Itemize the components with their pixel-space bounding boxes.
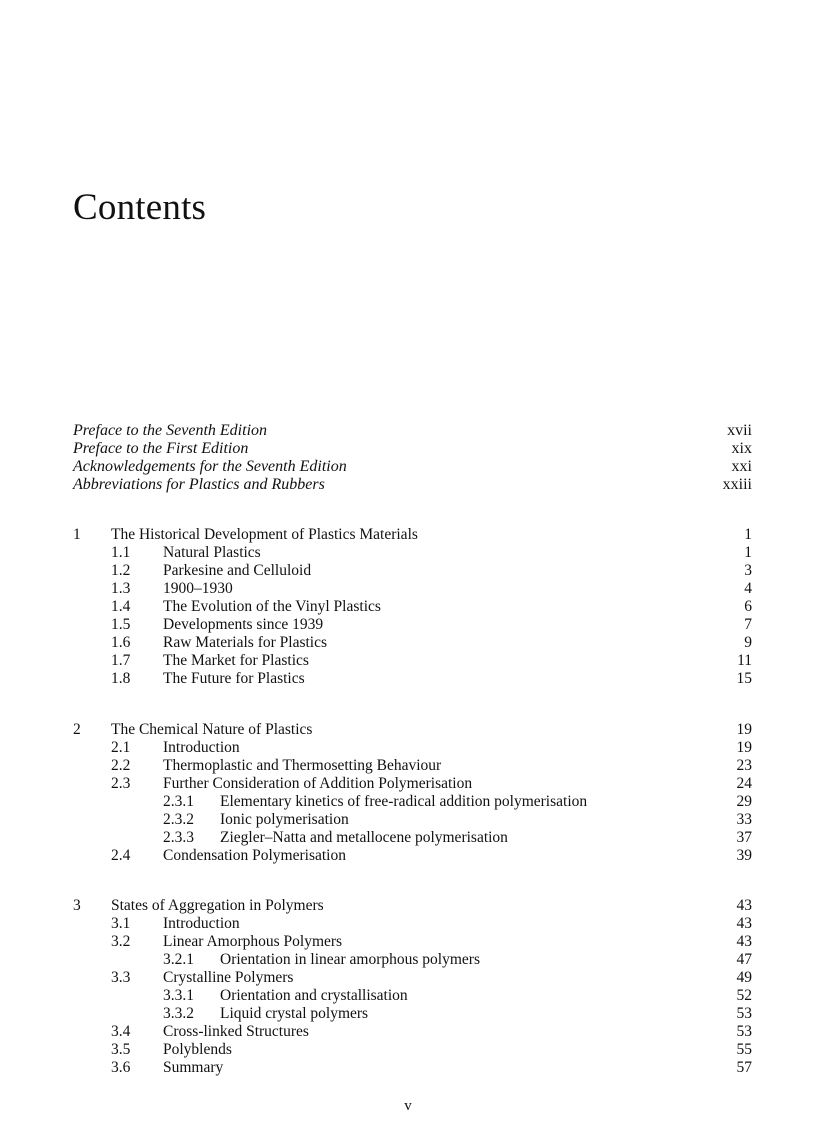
page-folio: v [404,1098,412,1114]
chapter-heading[interactable] [73,526,752,544]
section-page: 4 [744,580,752,597]
entry-title: Preface to the Seventh Edition [73,422,268,439]
section-number: 3.1 [111,915,131,932]
chapter-2 [73,721,752,865]
section-title: The Future for Plastics [163,670,305,687]
section-page: 19 [736,739,752,756]
subsection-entry[interactable] [73,951,752,969]
section-entry[interactable] [73,544,752,562]
toc-entry[interactable] [73,458,752,476]
subsection-page: 53 [736,1005,752,1022]
chapter-page: 1 [744,526,752,543]
section-page: 49 [736,969,752,986]
subsection-number: 2.3.2 [163,811,194,828]
chapter-number: 3 [73,897,81,914]
entry-title: Preface to the First Edition [73,440,249,457]
section-title: Raw Materials for Plastics [163,634,328,651]
subsection-page: 47 [736,951,752,968]
section-entry[interactable] [73,775,752,793]
section-entry[interactable] [73,670,752,688]
subsection-title: Liquid crystal polymers [220,1005,369,1022]
section-entry[interactable] [73,1023,752,1041]
section-page: 7 [744,616,752,633]
section-entry[interactable] [73,1041,752,1059]
section-entry[interactable] [73,616,752,634]
section-number: 1.7 [111,652,131,669]
subsection-page: 52 [736,987,752,1004]
section-number: 2.2 [111,757,131,774]
subsection-title: Elementary kinetics of free-radical addition polymerisation [220,793,588,810]
subsection-entry[interactable] [73,987,752,1005]
section-entry[interactable] [73,580,752,598]
subsection-title: Ziegler–Natta and metallocene polymerisation [220,829,508,846]
section-entry[interactable] [73,969,752,987]
subsection-title: Orientation and crystallisation [220,987,408,1004]
section-title: Crystalline Polymers [163,969,294,986]
section-page: 6 [744,598,752,615]
chapter-heading[interactable] [73,897,752,915]
entry-title: Abbreviations for Plastics and Rubbers [73,476,325,493]
section-title: Introduction [163,915,240,932]
section-entry[interactable] [73,757,752,775]
section-page: 53 [736,1023,752,1040]
section-page: 11 [737,652,752,669]
section-page: 43 [736,915,752,932]
subsection-title: Orientation in linear amorphous polymers [220,951,480,968]
chapter-number: 1 [73,526,81,543]
section-page: 43 [736,933,752,950]
chapter-page: 43 [736,897,752,914]
section-title: The Market for Plastics [163,652,309,669]
section-entry[interactable] [73,915,752,933]
entry-page: xxiii [722,476,752,493]
section-entry[interactable] [73,598,752,616]
subsection-number: 3.2.1 [163,951,194,968]
section-title: The Evolution of the Vinyl Plastics [163,598,381,615]
subsection-number: 3.3.1 [163,987,194,1004]
chapter-3 [73,897,752,1077]
section-number: 3.5 [111,1041,131,1058]
section-title: 1900–1930 [163,580,233,597]
subsection-page: 33 [736,811,752,828]
section-number: 1.5 [111,616,131,633]
section-entry[interactable] [73,562,752,580]
section-number: 3.6 [111,1059,131,1076]
section-title: Parkesine and Celluloid [163,562,312,579]
section-entry[interactable] [73,1059,752,1077]
section-number: 2.3 [111,775,131,792]
section-number: 1.4 [111,598,131,615]
subsection-entry[interactable] [73,1005,752,1023]
chapter-title: The Historical Development of Plastics Materials [111,526,418,543]
section-title: Condensation Polymerisation [163,847,346,864]
section-title: Further Consideration of Addition Polymerisation [163,775,473,792]
section-page: 15 [736,670,752,687]
section-number: 1.1 [111,544,131,561]
subsection-entry[interactable] [73,793,752,811]
section-number: 1.2 [111,562,131,579]
subsection-entry[interactable] [73,811,752,829]
chapter-1 [73,526,752,688]
section-title: Thermoplastic and Thermosetting Behaviour [163,757,442,774]
subsection-page: 29 [736,793,752,810]
entry-page: xvii [727,422,752,439]
section-entry[interactable] [73,739,752,757]
subsection-title: Ionic polymerisation [220,811,349,828]
section-entry[interactable] [73,933,752,951]
chapter-heading[interactable] [73,721,752,739]
section-number: 2.4 [111,847,131,864]
subsection-number: 2.3.3 [163,829,194,846]
section-title: Natural Plastics [163,544,261,561]
section-number: 3.4 [111,1023,131,1040]
section-title: Summary [163,1059,224,1076]
section-page: 3 [744,562,752,579]
section-title: Linear Amorphous Polymers [163,933,343,950]
page-title: Contents [73,187,207,228]
section-number: 3.2 [111,933,131,950]
subsection-number: 3.3.2 [163,1005,194,1022]
section-number: 1.6 [111,634,131,651]
section-page: 9 [744,634,752,651]
section-title: Polyblends [163,1041,232,1058]
section-entry[interactable] [73,652,752,670]
entry-title: Acknowledgements for the Seventh Edition [73,458,347,475]
chapter-page: 19 [736,721,752,738]
subsection-page: 37 [736,829,752,846]
section-page: 39 [736,847,752,864]
section-page: 23 [736,757,752,774]
section-page: 55 [736,1041,752,1058]
toc-entry[interactable] [73,422,752,440]
chapter-title: States of Aggregation in Polymers [111,897,324,914]
section-page: 24 [736,775,752,792]
section-title: Cross-linked Structures [163,1023,309,1040]
section-entry[interactable] [73,634,752,652]
subsection-entry[interactable] [73,829,752,847]
section-number: 3.3 [111,969,131,986]
section-number: 2.1 [111,739,131,756]
section-entry[interactable] [73,847,752,865]
front-matter-list [73,422,752,494]
chapter-title: The Chemical Nature of Plastics [111,721,313,738]
section-title: Introduction [163,739,240,756]
section-number: 1.8 [111,670,131,687]
entry-page: xix [731,440,752,457]
entry-page: xxi [731,458,752,475]
section-page: 57 [736,1059,752,1076]
subsection-number: 2.3.1 [163,793,194,810]
chapter-number: 2 [73,721,81,738]
section-title: Developments since 1939 [163,616,324,633]
toc-entry[interactable] [73,476,752,494]
section-page: 1 [744,544,752,561]
section-number: 1.3 [111,580,131,597]
toc-entry[interactable] [73,440,752,458]
